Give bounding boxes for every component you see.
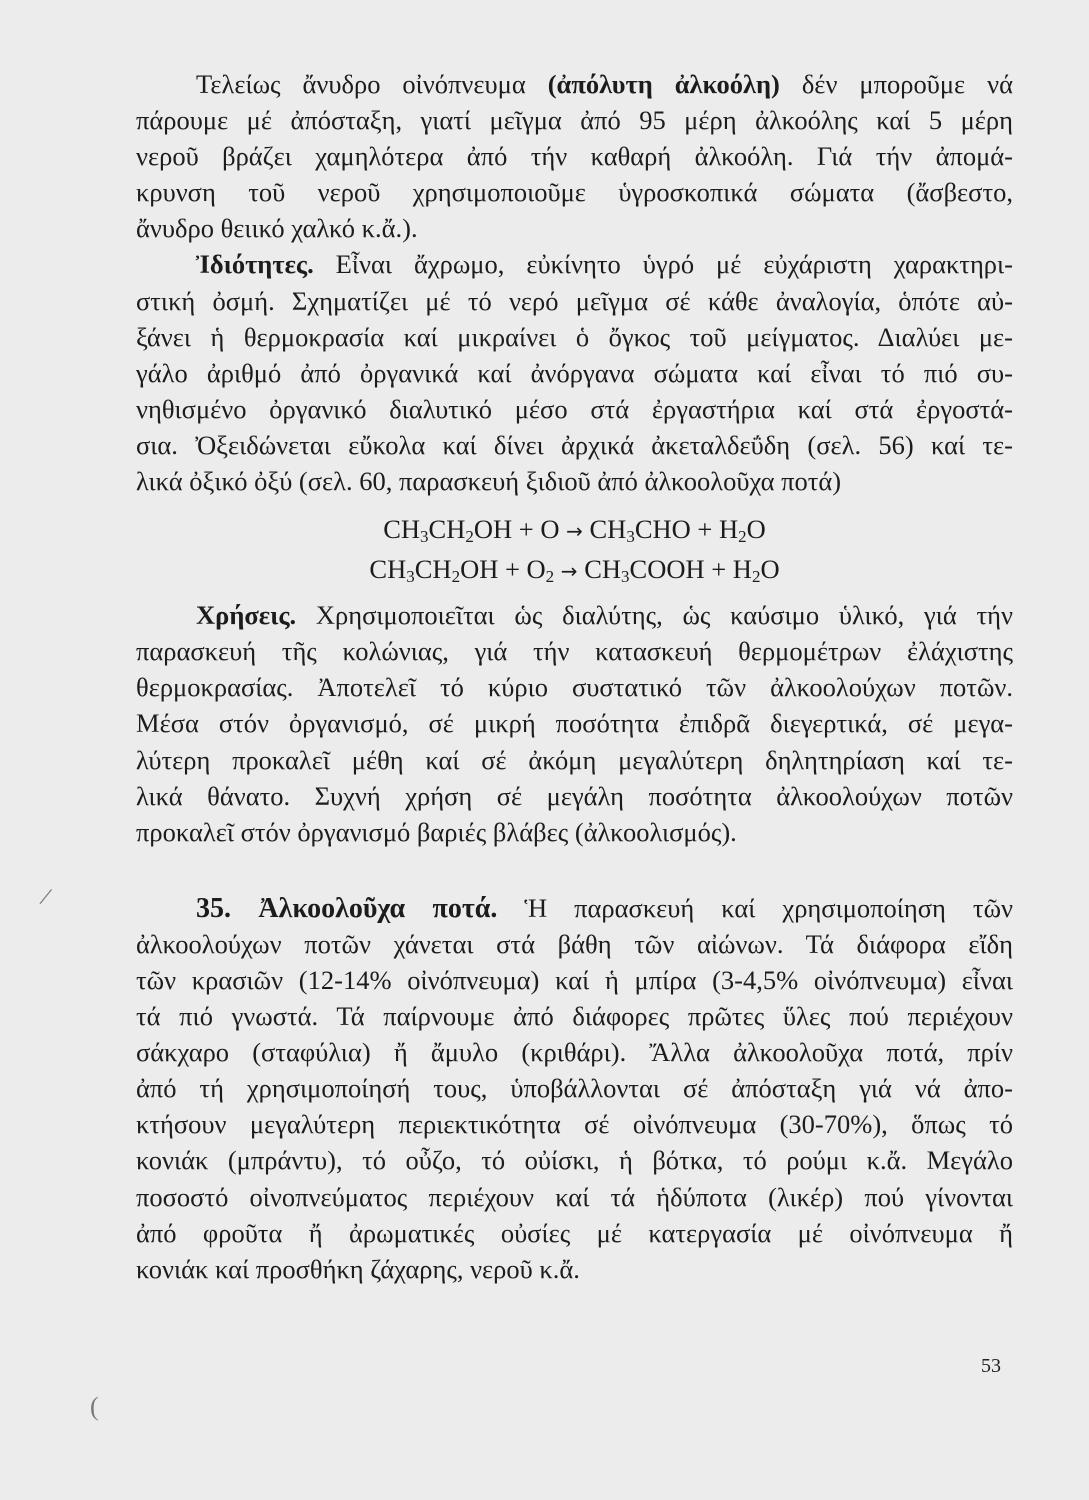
text-line: ἀπό τή χρησιμοποίησή τους, ὑποβάλλονται σέ ἀπόσταξη γιά νά ἀπο- xyxy=(136,1073,1013,1104)
text-line: ποσοστό οἰνοπνεύματος περιέχουν καί τά ἡδύποτα (λικέρ) πού γίνονται xyxy=(136,1181,1013,1212)
text-line: γάλο ἀριθμό ἀπό ὀργανικά καί ἀνόργανα σώματα καί εἶναι τό πιό συ- xyxy=(136,357,1013,388)
paragraph-properties xyxy=(136,246,1013,499)
text-run: Χρησιμοποιεῖται ὡς διαλύτης, ὡς καύσιμο ὑλικό, γιά τήν xyxy=(296,600,1013,631)
text-line xyxy=(136,66,1013,102)
section-title: Ἀλκοολοῦχα ποτά. xyxy=(231,892,498,924)
text-line: νηθισμένο ὀργανικό διαλυτικό μέσο στά ἐργαστήρια καί στά ἐργοστά- xyxy=(136,393,1013,424)
text-line: παρασκευή τῆς κολώνιας, γιά τήν κατασκευή θερμομέτρων ἐλάχιστης xyxy=(136,636,1013,667)
text-line: ἀπό φροῦτα ἤ ἀρωματικές οὐσίες μέ κατεργασία μέ οἰνόπνευμα ἤ xyxy=(136,1217,1013,1248)
chemical-equation-oxidation-1: $CH_3CH_2OH + O \to CH_3CHO + H_2O$ xyxy=(383,514,766,547)
page-number: 53 xyxy=(981,1355,1001,1377)
text-line: ἄνυδρο θειικό χαλκό κ.ἄ.). xyxy=(136,213,418,244)
text-run: δέν μποροῦμε νά xyxy=(779,69,1013,99)
reaction-arrow: → xyxy=(560,559,578,584)
text-line: ἀλκοολούχων ποτῶν χάνεται στά βάθη τῶν αἰώνων. Τά διάφορα εἴδη xyxy=(136,928,1013,959)
paragraph-heading: Χρήσεις. xyxy=(196,600,297,631)
text-line xyxy=(136,246,1013,282)
text-line: κονιάκ (μπράντυ), τό οὖζο, τό οὐίσκι, ἡ βότκα, τό ρούμι κ.ἄ. Μεγάλο xyxy=(136,1145,1013,1176)
text-line: πάρουμε μέ ἀπόσταξη, γιατί μεῖγμα ἀπό 95 μέρη ἀλκοόλης καί 5 μέρη xyxy=(136,105,1013,136)
text-line: σάκχαρο (σταφύλια) ἤ ἄμυλο (κριθάρι). Ἄλλα ἀλκοολοῦχα ποτά, πρίν xyxy=(136,1037,1013,1068)
text-line: κτήσουν μεγαλύτερη περιεκτικότητα σέ οἰνόπνευμα (30-70%), ὅπως τό xyxy=(136,1109,1013,1140)
text-line: στική ὀσμή. Σχηματίζει μέ τό νερό μεῖγμα σέ κάθε ἀναλογία, ὁπότε αὐ- xyxy=(136,285,1013,316)
scan-mark: ( xyxy=(90,1392,99,1421)
text-line: τῶν κρασιῶν (12-14% οἰνόπνευμα) καί ἡ μπίρα (3-4,5% οἰνόπνευμα) εἶναι xyxy=(136,964,1013,995)
text-line: σια. Ὀξειδώνεται εὔκολα καί δίνει ἀρχικά ἀκεταλδεΰδη (σελ. 56) καί τε- xyxy=(136,429,1013,460)
reaction-arrow: → xyxy=(566,519,583,544)
text-line: λικά ὀξικό ὀξύ (σελ. 60, παρασκευή ξιδιοῦ ἀπό ἀλκοολοῦχα ποτά) xyxy=(136,466,842,497)
text-line: θερμοκρασίας. Ἀποτελεῖ τό κύριο συστατικό τῶν ἀλκοολούχων ποτῶν. xyxy=(136,672,1013,703)
text-line: λικά θάνατο. Συχνή χρήση σέ μεγάλη ποσότητα ἀλκοολούχων ποτῶν xyxy=(136,780,1013,811)
section-number: 35. xyxy=(196,892,231,924)
section-heading-line xyxy=(136,890,1013,926)
text-line: Μέσα στόν ὀργανισμό, σέ μικρή ποσότητα ἐπιδρᾶ διεγερτικά, σέ μεγα- xyxy=(136,708,1013,739)
section-35-alcoholic-drinks xyxy=(136,890,1013,1287)
text-line: τά πιό γνωστά. Τά παίρνουμε ἀπό διάφορες πρῶτες ὕλες πού περιέχουν xyxy=(136,1001,1013,1032)
scan-mark: / xyxy=(37,881,55,912)
paragraph-heading: Ἰδιότητες. xyxy=(196,249,314,280)
text-line: κρυνση τοῦ νεροῦ χρησιμοποιοῦμε ὑγροσκοπικά σώματα (ἄσβεστο, xyxy=(136,177,1013,208)
text-run: Εἶναι ἄχρωμο, εὐκίνητο ὑγρό μέ εὐχάριστη χαρακτηρι- xyxy=(313,249,1013,280)
paragraph-anhydrous-alcohol xyxy=(136,66,1013,246)
text-line: κονιάκ καί προσθήκη ζάχαρης, νεροῦ κ.ἄ. xyxy=(136,1253,580,1284)
paragraph-uses xyxy=(136,597,1013,850)
chemical-equation-oxidation-2: $CH_3CH_2OH + O_2$ → $CH_3COOH + H_2O$ xyxy=(369,554,780,587)
text-run: Τελείως ἄνυδρο οἰνόπνευμα xyxy=(196,69,548,99)
text-line: λύτερη προκαλεῖ μέθη καί σέ ἀκόμη μεγαλύτερη δηλητηρίαση καί τε- xyxy=(136,744,1013,775)
text-line: προκαλεῖ στόν ὀργανισμό βαριές βλάβες (ἀλκοολισμός). xyxy=(136,816,737,847)
text-run: Ἡ παρασκευή καί χρησιμοποίηση τῶν xyxy=(497,892,1013,923)
text-line: ξάνει ἡ θερμοκρασία καί μικραίνει ὁ ὄγκος τοῦ μείγματος. Διαλύει με- xyxy=(136,321,1013,352)
text-line xyxy=(136,597,1013,633)
page-body xyxy=(136,66,1013,1287)
bold-term: (ἀπόλυτη ἀλκοόλη) xyxy=(547,69,780,99)
text-line: νεροῦ βράζει χαμηλότερα ἀπό τήν καθαρή ἀλκοόλη. Γιά τήν ἀπομά- xyxy=(136,141,1013,172)
